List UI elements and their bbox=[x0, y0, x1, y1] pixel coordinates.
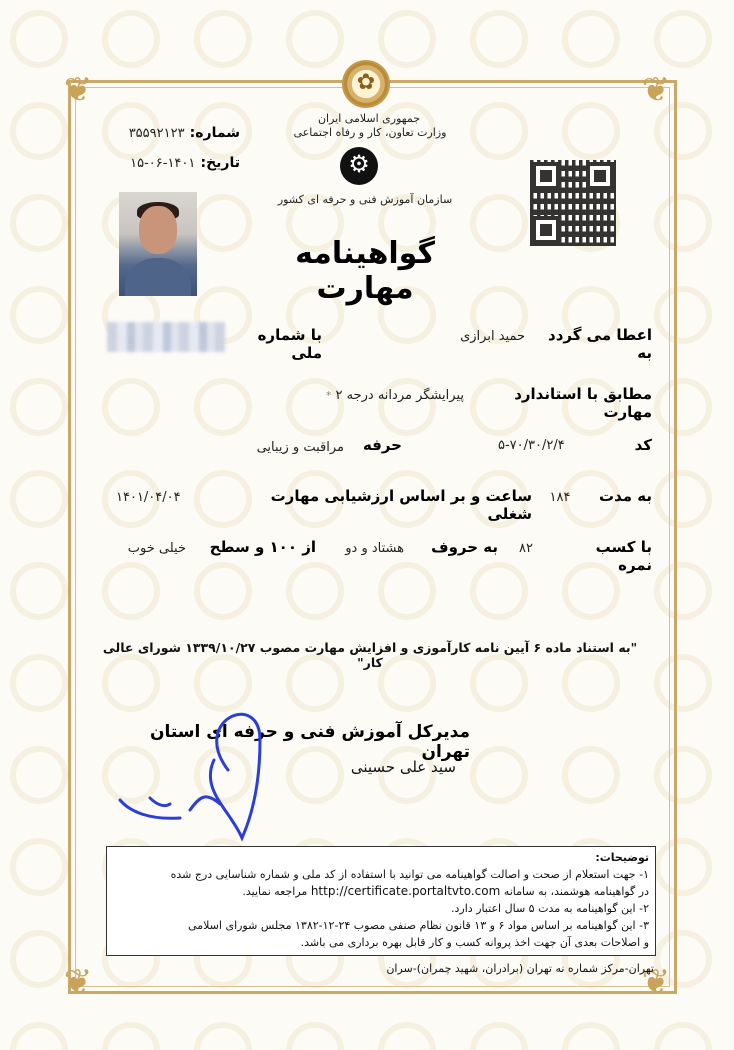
watermark-mark bbox=[10, 470, 68, 528]
watermark-mark bbox=[102, 10, 160, 68]
craft-value: مراقبت و زیبایی bbox=[256, 440, 344, 455]
of-label: از ۱۰۰ و سطح bbox=[209, 538, 316, 556]
certificate-date bbox=[100, 152, 240, 171]
watermark-mark bbox=[654, 10, 712, 68]
watermark-mark bbox=[378, 10, 436, 68]
watermark-mark bbox=[10, 562, 68, 620]
regulation-text: "به استناد ماده ۶ آیین نامه کارآموزی و افزایش مهارت مصوب ۱۳۳۹/۱۰/۲۷ شورای عالی کار" bbox=[102, 640, 638, 670]
watermark-mark bbox=[10, 286, 68, 344]
in-words-label: به حروف bbox=[431, 538, 498, 556]
duration-label: به مدت bbox=[599, 487, 652, 505]
notes-line-2-text: در گواهینامه هوشمند، به سامانه bbox=[503, 885, 649, 898]
watermark-mark bbox=[10, 1022, 68, 1050]
level-value: خیلی خوب bbox=[127, 541, 186, 556]
notes-line-4: ۳- این گواهینامه بر اساس مواد ۶ و ۱۳ قانون نظام صنفی مصوب ۲۴-۱۲-۱۳۸۲ مجلس شورای اسلامی bbox=[188, 919, 649, 932]
watermark-mark bbox=[102, 1022, 160, 1050]
notes-box bbox=[106, 846, 656, 956]
standard-name: پیرایشگر مردانه درجه ۲ bbox=[335, 388, 464, 403]
holder-name: حمید ابرازی bbox=[460, 329, 525, 344]
watermark-mark bbox=[10, 654, 68, 712]
watermark-mark bbox=[10, 746, 68, 804]
watermark-mark bbox=[10, 378, 68, 436]
handwritten-signature bbox=[110, 700, 290, 850]
notes-line-5: و اصلاحات بعدی آن جهت اخذ پروانه کسب و کار قابل بهره برداری می باشد. bbox=[300, 936, 649, 949]
tvto-logo-icon bbox=[340, 147, 378, 185]
standard-label: مطابق با استاندارد مهارت bbox=[514, 385, 652, 421]
date-value: ۱۴۰۱-۰۶-۱۵ bbox=[130, 156, 196, 171]
standard-value bbox=[300, 388, 464, 403]
number-label: شماره: bbox=[189, 125, 240, 141]
iran-emblem-icon bbox=[342, 60, 390, 108]
code-value: ۵-۷۰/۳۰/۲/۴ bbox=[498, 438, 565, 453]
watermark-mark bbox=[470, 1022, 528, 1050]
ministry-name: وزارت تعاون، کار و رفاه اجتماعی bbox=[293, 126, 447, 139]
verification-url[interactable]: http://certificate.portaltvto.com bbox=[310, 884, 501, 898]
watermark-mark bbox=[10, 102, 68, 160]
date-label: تاریخ: bbox=[200, 155, 240, 171]
watermark-mark bbox=[470, 10, 528, 68]
in-words-value: هشتاد و دو bbox=[345, 541, 404, 556]
watermark-mark bbox=[654, 1022, 712, 1050]
ornament-icon: ❦ bbox=[641, 962, 671, 1002]
standard-mark: * bbox=[325, 389, 332, 402]
watermark-mark bbox=[10, 838, 68, 896]
craft-label: حرفه bbox=[362, 436, 402, 454]
hours-label: ساعت و بر اساس ارزشیابی مهارت شغلی bbox=[270, 487, 532, 523]
qr-code bbox=[530, 160, 616, 246]
number-value: ۳۵۵۹۲۱۲۳ bbox=[128, 126, 185, 141]
watermark-mark bbox=[10, 10, 68, 68]
watermark-mark bbox=[562, 1022, 620, 1050]
country-name: جمهوری اسلامی ایران bbox=[317, 112, 421, 125]
notes-line-3: ۲- این گواهینامه به مدت ۵ سال اعتبار دارد. bbox=[451, 902, 649, 915]
watermark-mark bbox=[194, 10, 252, 68]
score-label: با کسب نمره bbox=[595, 538, 652, 574]
organization-name: سازمان آموزش فنی و حرفه ای کشور bbox=[277, 193, 453, 206]
assessment-date: ۱۴۰۱/۰۴/۰۴ bbox=[116, 490, 181, 505]
notes-line-2 bbox=[113, 883, 649, 900]
duration-value: ۱۸۴ bbox=[549, 490, 571, 505]
notes-line-2-end: مراجعه نمایید. bbox=[242, 885, 308, 898]
signatory-name: سید علی حسینی bbox=[350, 758, 456, 776]
ornament-icon: ❦ bbox=[63, 70, 93, 110]
awarded-label: اعطا می گردد به bbox=[548, 326, 652, 362]
ornament-icon: ❦ bbox=[63, 962, 93, 1002]
score-value: ۸۲ bbox=[519, 541, 533, 556]
ornament-icon: ❦ bbox=[641, 70, 671, 110]
notes-line-1: ۱- جهت استعلام از صحت و اصالت گواهینامه می توانید با استفاده از کد ملی و شماره شناسایی درج شده bbox=[170, 868, 649, 881]
watermark-mark bbox=[10, 194, 68, 252]
watermark-mark bbox=[194, 1022, 252, 1050]
watermark-mark bbox=[378, 1022, 436, 1050]
watermark-mark bbox=[286, 10, 344, 68]
certificate-title: گواهینامه مهارت bbox=[295, 236, 435, 306]
signatory-position: مدیرکل آموزش فنی و حرفه ای استان تهران bbox=[149, 722, 470, 762]
notes-heading: توضیحات: bbox=[595, 851, 649, 864]
code-label: کد bbox=[634, 436, 652, 454]
footer-address: تهران-مرکز شماره نه تهران (برادران، شهید چمران)-سران bbox=[386, 962, 654, 975]
holder-photo bbox=[119, 192, 197, 296]
watermark-mark bbox=[286, 1022, 344, 1050]
national-id-label: با شماره ملی bbox=[257, 326, 322, 362]
certificate-number bbox=[100, 122, 240, 141]
watermark-mark bbox=[562, 10, 620, 68]
national-id-redacted bbox=[107, 322, 225, 352]
